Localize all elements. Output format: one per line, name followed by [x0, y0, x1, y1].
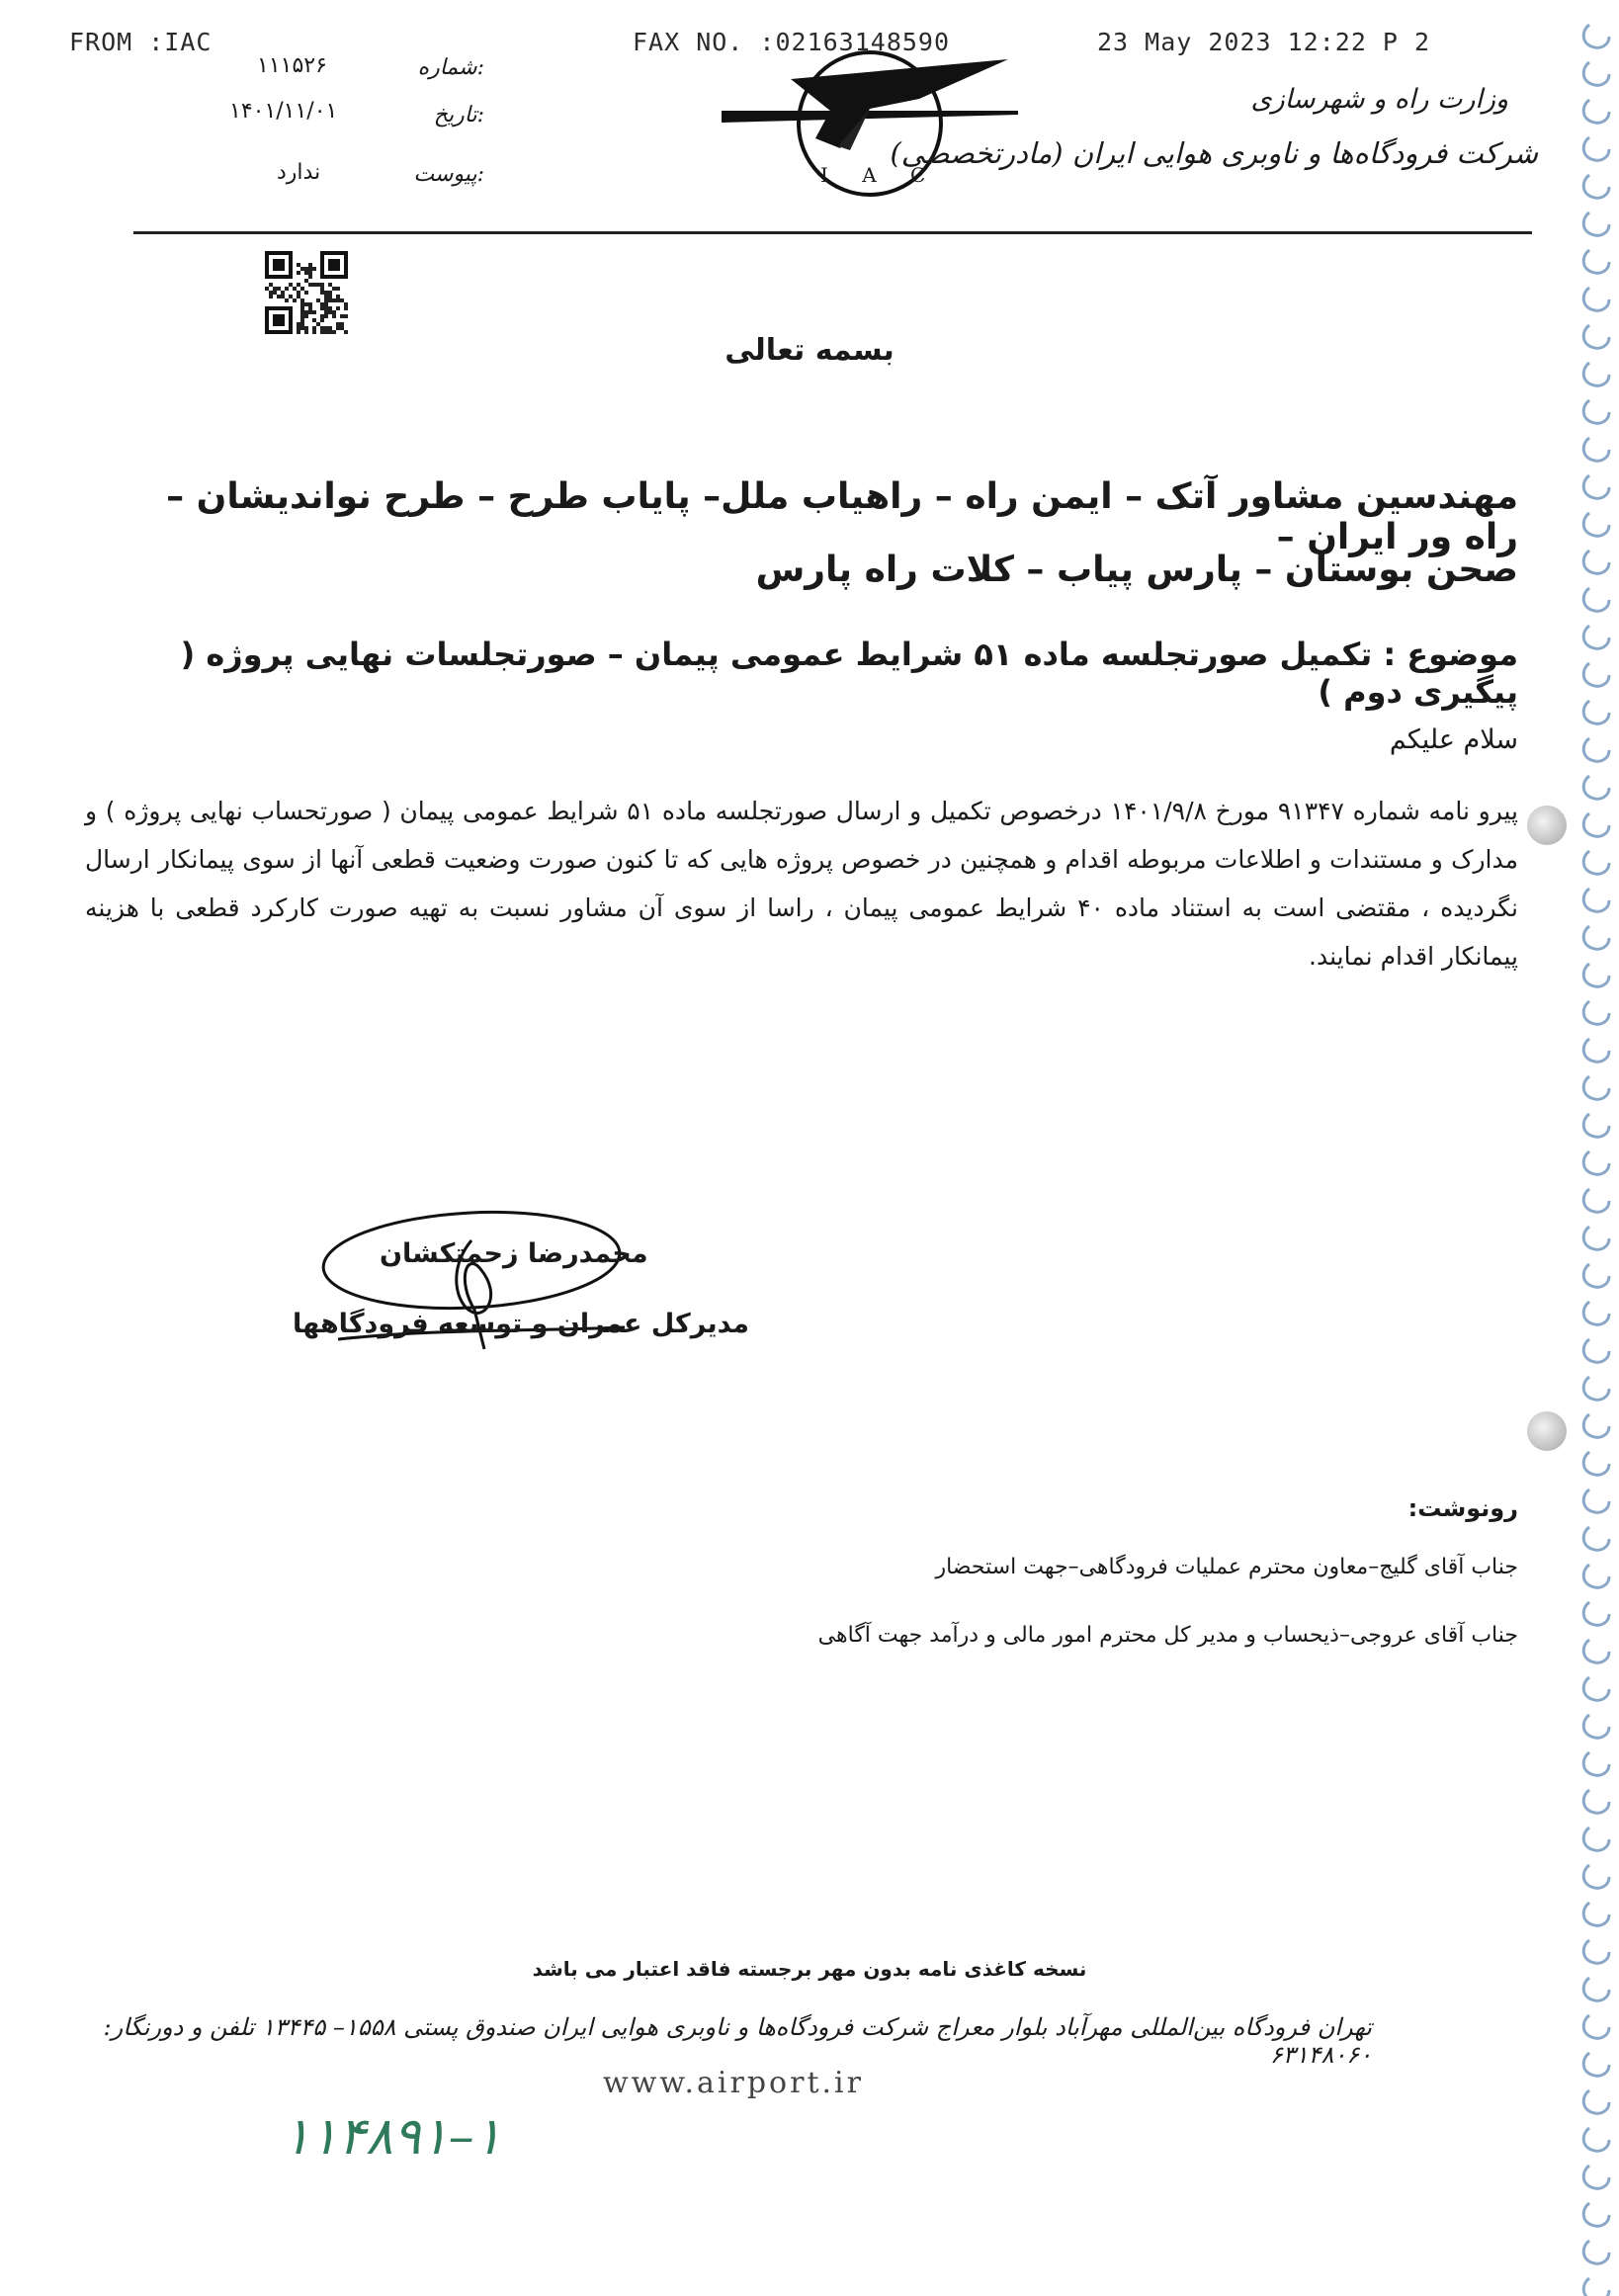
- binder-ring: [1583, 1715, 1609, 1738]
- binder-ring: [1583, 2053, 1609, 2076]
- date-label: تاریخ:: [433, 103, 484, 128]
- binder-ring: [1583, 1114, 1609, 1137]
- binder-ring: [1583, 62, 1609, 85]
- letter-body: پیرو نامه شماره ۹۱۳۴۷ مورخ ۱۴۰۱/۹/۸ درخصوص تکمیل و ارسال صورتجلسه ماده ۵۱ شرایط عمومی پیمان ( صورتحساب نهایی پروژه ) و مدارک و مستندات و اطلاعات مربوطه اقدام و همچنین در خصوص پروژه هایی که تا کنون صورت وضعیت قطعی آنها از سوی پیمانکار ارسال نگردیده ، مقتضی است به استناد ماده ۴۰ شرایط عمومی پیمان ، راسا از سوی آن مشاور نسبت به تهیه صورت کارکرد قطعی با هزینه پیمانکار اقدام نمایند.: [85, 797, 1519, 971]
- signatory-title: مدیرکل عمران و توسعه فرودگاهها: [293, 1309, 749, 1339]
- binder-ring: [1583, 964, 1609, 986]
- punch-hole: [1527, 1411, 1567, 1451]
- binder-ring: [1583, 663, 1609, 686]
- cc-heading: رونوشت:: [1407, 1494, 1518, 1522]
- validity-notice: نسخه کاغذی نامه بدون مهر برجسته فاقد اعتبار می باشد: [532, 1957, 1087, 1981]
- binder-ring: [1583, 851, 1609, 874]
- binder-ring: [1583, 1151, 1609, 1174]
- binder-ring: [1583, 2015, 1609, 2038]
- letter-meta: [217, 51, 484, 200]
- binder-ring: [1583, 1264, 1609, 1287]
- subject-line: موضوع : تکمیل صورتجلسه ماده ۵۱ شرایط عمومی پیمان – صورتجلسات نهایی پروژه ( پیگیری دوم ): [180, 636, 1518, 711]
- binder-ring: [1583, 1489, 1609, 1512]
- binder-ring: [1583, 2278, 1609, 2296]
- binder-ring: [1583, 1565, 1609, 1587]
- punch-hole: [1527, 806, 1567, 845]
- signatory-name: محمدرضا زحمتکشان: [380, 1238, 648, 1269]
- attachment-value: ندارد: [277, 160, 321, 185]
- binder-ring: [1583, 2090, 1609, 2113]
- fax-from: FROM :IAC: [69, 28, 213, 56]
- binder-ring: [1583, 1978, 1609, 2000]
- binder-ring: [1583, 813, 1609, 836]
- signature-scribble: [308, 1201, 644, 1369]
- number-label: شماره:: [417, 55, 484, 80]
- binder-ring: [1583, 2241, 1609, 2263]
- fax-datetime: 23 May 2023 12:22 P 2: [1097, 28, 1431, 56]
- handwritten-number: ۱۱۴۸۹۱–۱: [283, 2107, 502, 2167]
- binder-ring: [1583, 1790, 1609, 1813]
- binder-ring: [1583, 1865, 1609, 1888]
- binder-ring: [1583, 701, 1609, 723]
- ministry-name: وزارت راه و شهرسازی: [1250, 84, 1508, 115]
- binder-ring: [1583, 1677, 1609, 1700]
- binder-ring: [1583, 1001, 1609, 1024]
- binder-ring: [1583, 1452, 1609, 1475]
- binder-ring: [1583, 889, 1609, 911]
- footer-address: تهران فرودگاه بین‌المللی مهرآباد بلوار معراج شرکت فرودگاه‌ها و ناوبری هوایی ایران صندوق پستی ۱۵۵۸– ۱۳۴۴۵ تلفن و دورنگار: ۶۳۱۴۸۰۶۰: [103, 2013, 1372, 2069]
- binder-ring: [1583, 776, 1609, 799]
- binder-ring: [1583, 926, 1609, 949]
- binder-ring: [1583, 438, 1609, 461]
- bismillah-heading: بسمه تعالی: [724, 333, 895, 368]
- binder-ring: [1583, 1339, 1609, 1362]
- header-divider: [133, 231, 1532, 234]
- cc-item: جناب آقای عروجی–ذیحساب و مدیر کل محترم امور مالی و درآمد جهت آگاهی: [817, 1623, 1518, 1648]
- binder-ring: [1583, 2203, 1609, 2226]
- binder-ring: [1583, 175, 1609, 198]
- binder-ring: [1583, 213, 1609, 235]
- binder-ring: [1583, 1602, 1609, 1625]
- logo-letters: I A C: [820, 163, 940, 187]
- addressees-line-1: مهندسین مشاور آتک – ایمن راه – راهیاب ملل– پایاب طرح – طرح نواندیشان – راه ور ایران –: [166, 476, 1518, 557]
- binder-ring: [1583, 1302, 1609, 1324]
- binder-ring: [1583, 400, 1609, 423]
- binder-ring: [1583, 1752, 1609, 1775]
- binder-ring: [1583, 288, 1609, 310]
- addressees-line-2: صحن بوستان – پارس پیاب – کلات راه پارس: [755, 550, 1518, 590]
- binder-ring: [1583, 1076, 1609, 1099]
- binder-ring: [1583, 551, 1609, 573]
- binder-ring: [1583, 1414, 1609, 1437]
- company-name: شرکت فرودگاه‌ها و ناوبری هوایی ایران (مادرتخصصی): [890, 136, 1538, 170]
- greeting: سلام علیکم: [1389, 724, 1518, 755]
- binder-ring: [1583, 1189, 1609, 1212]
- binder-ring: [1583, 100, 1609, 123]
- qr-code: [265, 251, 348, 334]
- binder-ring: [1583, 626, 1609, 648]
- binder-ring: [1583, 1527, 1609, 1550]
- date-value: ۱۴۰۱/۱۱/۰۱: [229, 99, 338, 124]
- cc-item: جناب آقای گلیج–معاون محترم عملیات فرودگاهی–جهت استحضار: [935, 1555, 1518, 1579]
- binder-ring: [1583, 1227, 1609, 1249]
- binder-ring: [1583, 475, 1609, 498]
- iac-logo: [722, 40, 1028, 198]
- binder-ring: [1583, 588, 1609, 611]
- footer-website: www.airport.ir: [603, 2066, 864, 2100]
- binder-ring: [1583, 1828, 1609, 1850]
- binder-ring: [1583, 2166, 1609, 2188]
- binder-ring: [1583, 25, 1609, 47]
- attachment-label: پیوست:: [413, 162, 484, 187]
- number-value: ۱۱۱۵۲۶: [257, 53, 327, 78]
- binder-ring: [1583, 137, 1609, 160]
- binder-ring: [1583, 1640, 1609, 1662]
- binder-ring: [1583, 738, 1609, 761]
- binder-ring: [1583, 1039, 1609, 1062]
- binder-ring: [1583, 1903, 1609, 1925]
- binder-ring: [1583, 1377, 1609, 1400]
- binder-ring: [1583, 513, 1609, 536]
- binder-ring: [1583, 2128, 1609, 2151]
- fax-number: FAX NO. :02163148590: [633, 28, 951, 56]
- binder-ring: [1583, 250, 1609, 273]
